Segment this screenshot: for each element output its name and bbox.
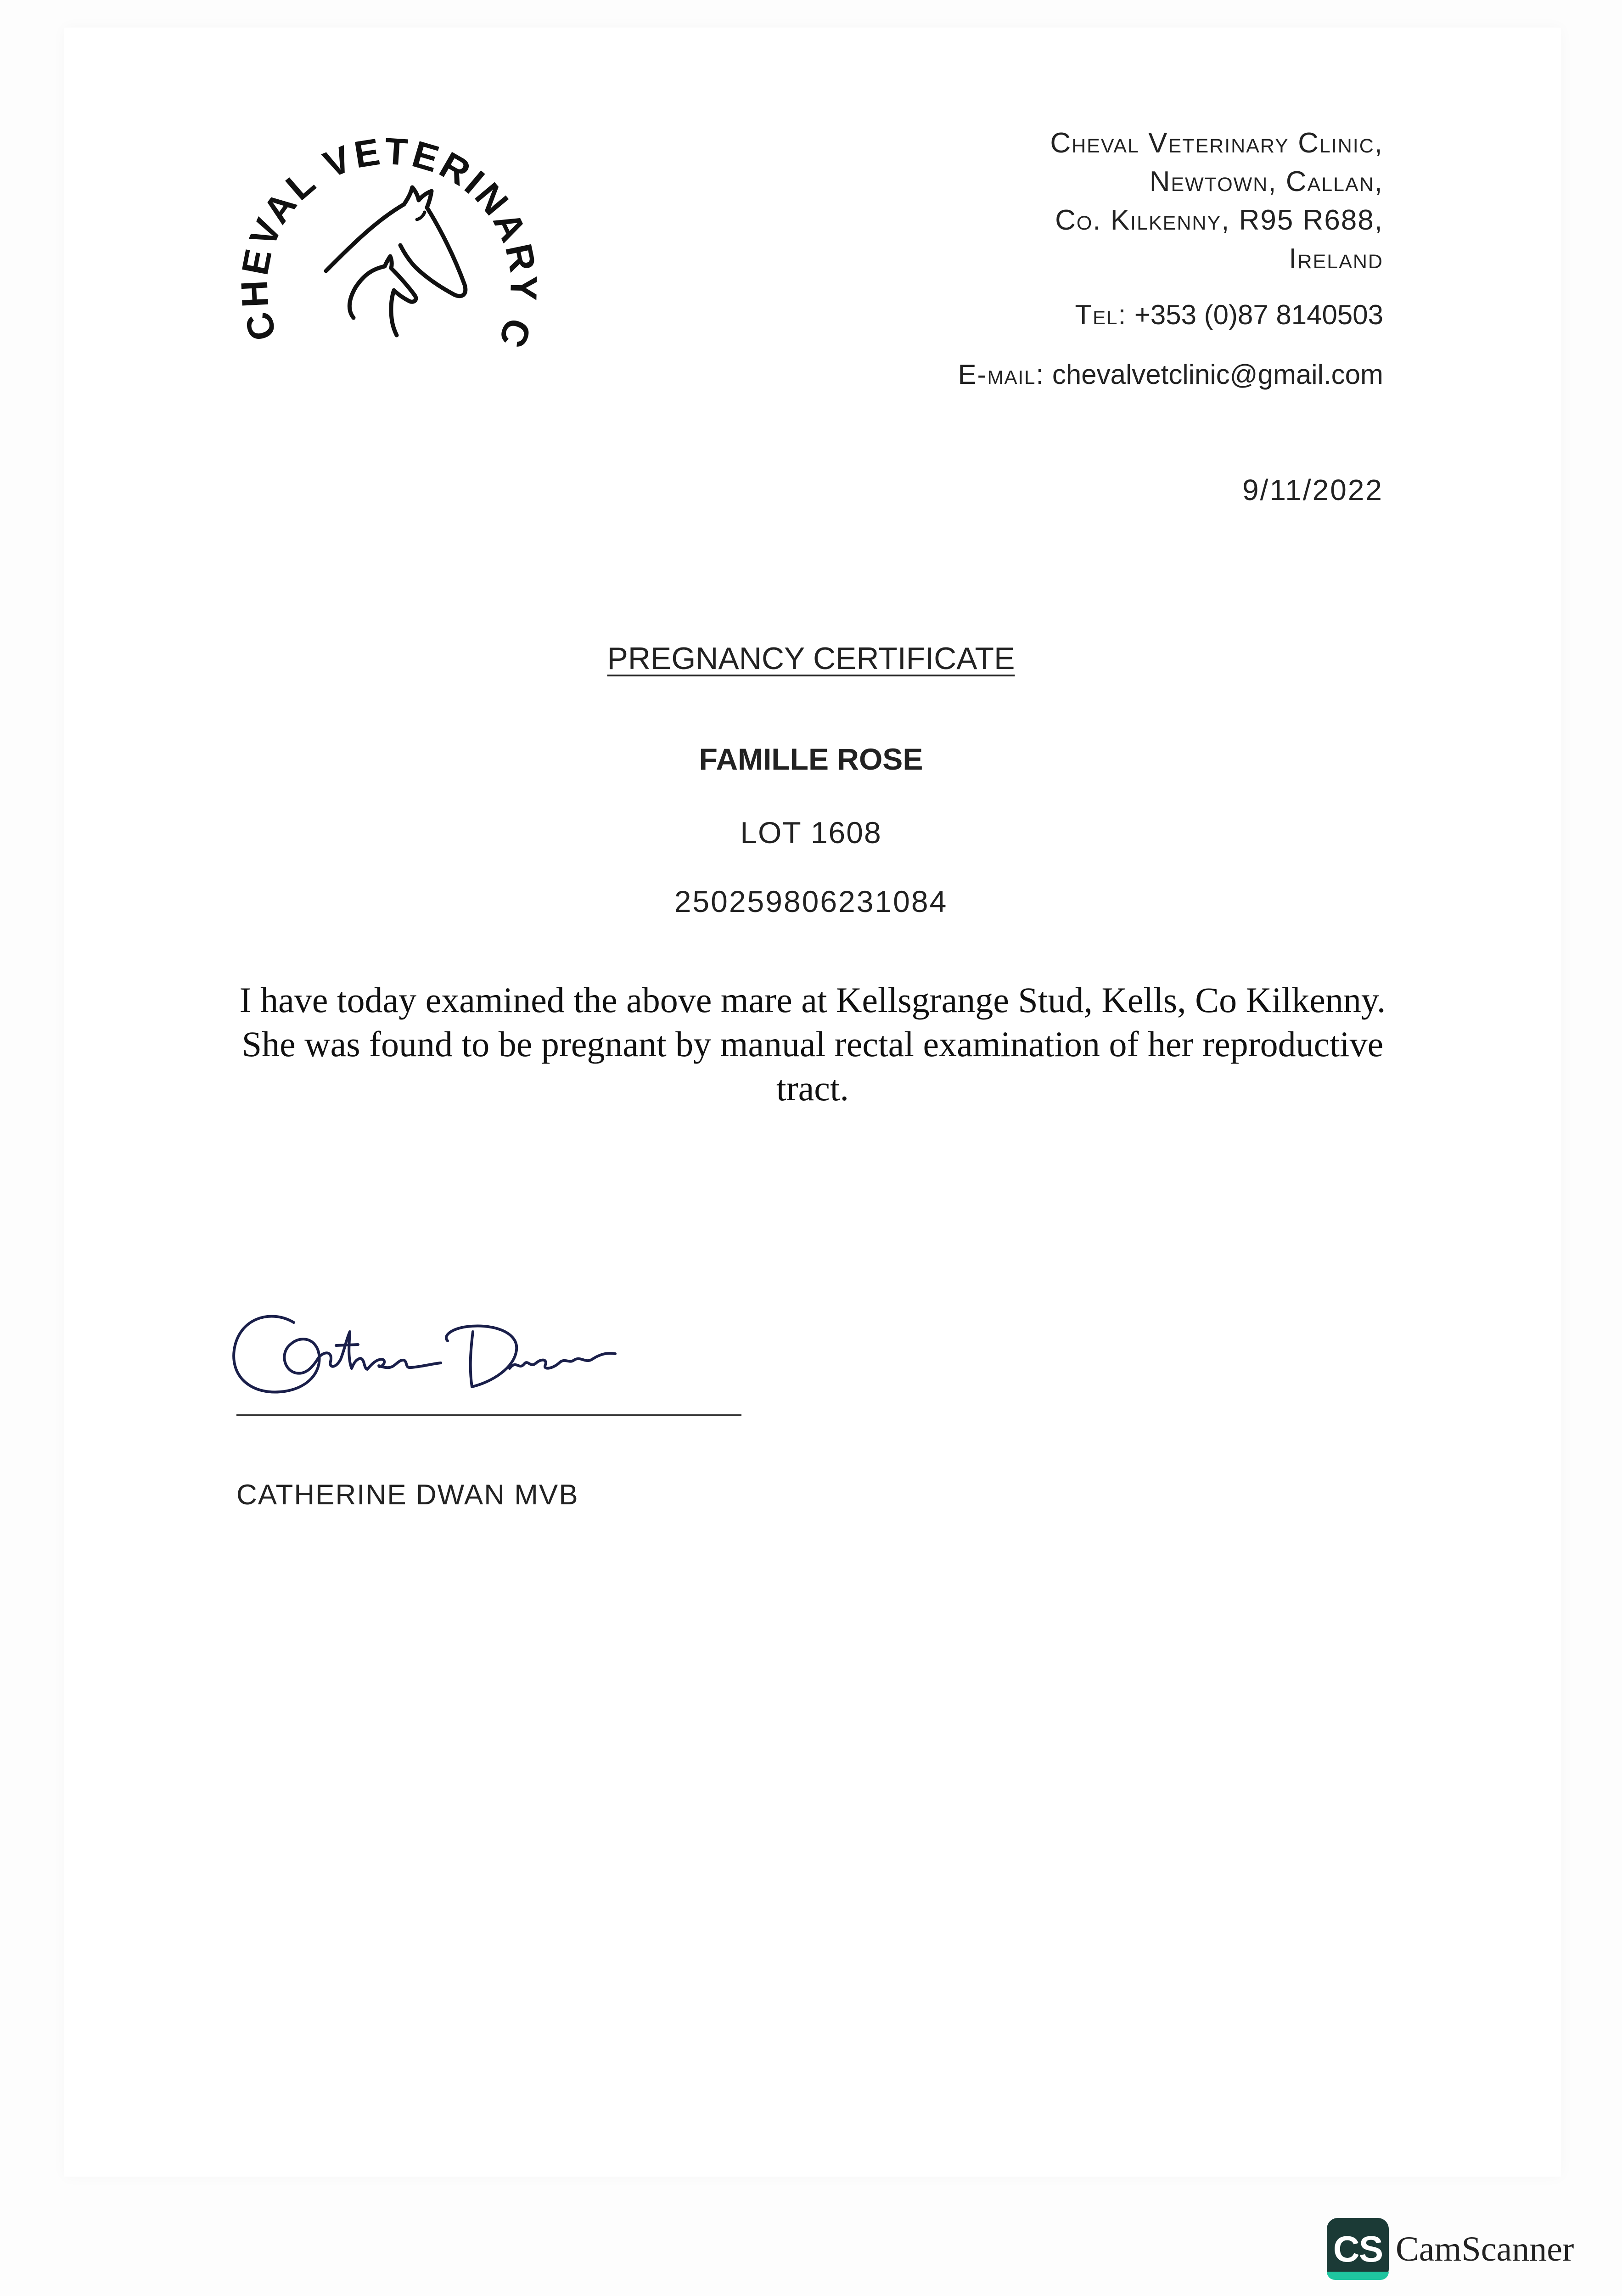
camscanner-badge-text: CS [1333,2228,1383,2269]
lot-number: LOT 1608 [740,816,882,850]
signature-line [236,1414,741,1416]
camscanner-app-name: CamScanner [1396,2230,1574,2268]
clinic-name: Cheval Veterinary Clinic, [1050,127,1383,159]
address-line-1: Newtown, Callan, [1149,166,1383,197]
telephone-label: Tel: [1075,299,1127,330]
email-value: chevalvetclinic@gmail.com [1052,359,1383,390]
logo-ring-text: C VAL VETERINARY C [239,130,545,356]
certificate-title: PREGNANCY CERTIFICATE [607,641,1015,676]
address-line-2: Co. Kilkenny, R95 R688, [1055,204,1383,236]
camscanner-accent-bar [1327,2272,1389,2280]
telephone-value: +353 (0)87 8140503 [1134,299,1383,330]
camscanner-logo-icon [1327,2218,1389,2280]
email-line [741,356,1383,393]
mare-name: FAMILLE ROSE [699,742,923,776]
horse-logo-icon [239,106,560,400]
handwritten-signature [216,1295,666,1414]
body-line-3: tract. [776,1068,849,1108]
microchip-number: 250259806231084 [674,884,948,918]
document-date: 9/11/2022 [1242,473,1383,506]
clinic-logo [239,106,560,400]
signer-name: CATHERINE DWAN MVB [236,1479,579,1511]
certificate-body [239,978,1386,1110]
body-line-1: I have today examined the above mare at Kellsgrange Stud, Kells, Co Kilkenny. [239,980,1386,1020]
clinic-address-block [741,124,1383,393]
address-country: Ireland [1289,243,1383,275]
signature-icon [216,1295,666,1414]
body-line-2: She was found to be pregnant by manual rectal examination of her reproductive [241,1024,1384,1064]
email-label: E-mail: [958,359,1045,390]
telephone-line [741,297,1383,333]
